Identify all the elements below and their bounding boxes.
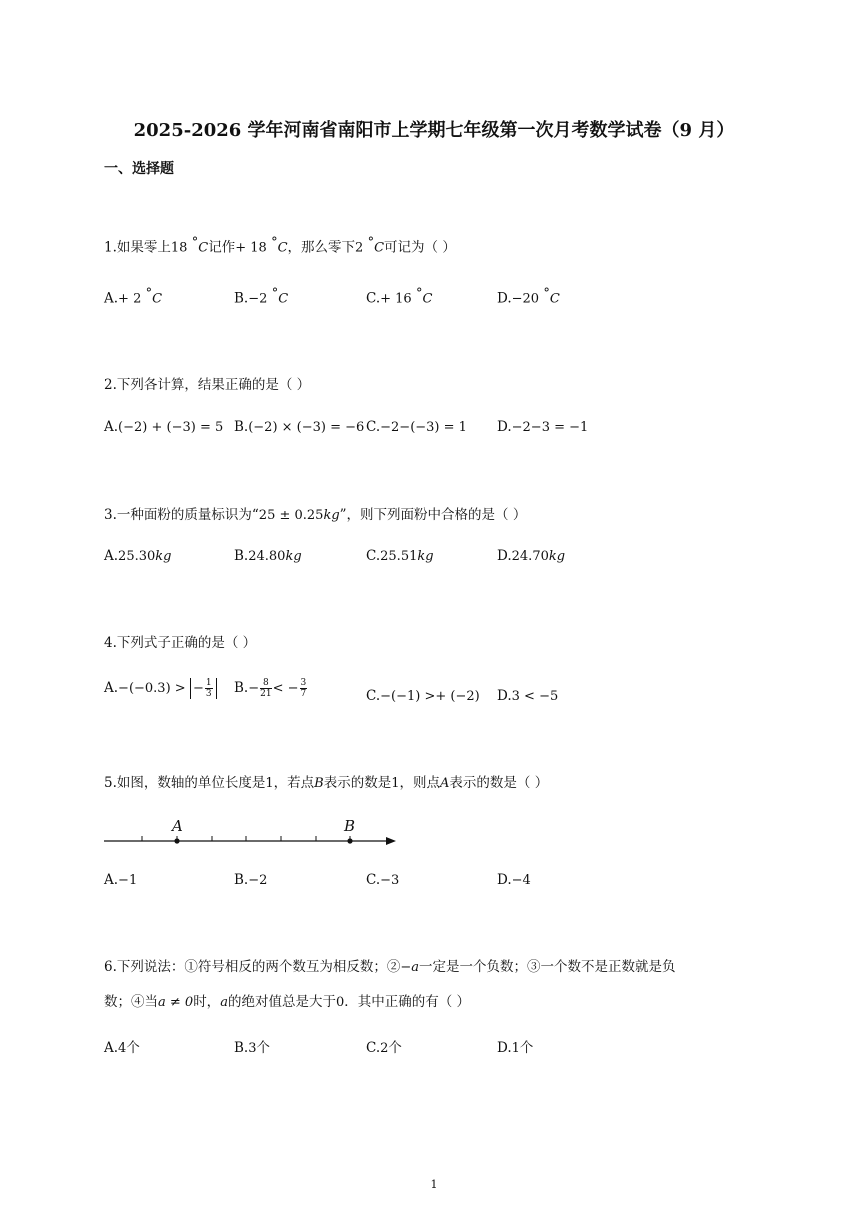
option-value: < − [272,681,299,696]
option-value: 4 [118,1041,127,1056]
option-letter: B. [234,548,249,564]
q6-text: ．其中正确的有（ ） [344,994,471,1010]
q3-option-b[interactable] [234,548,302,564]
point-b-label: B [344,817,356,835]
option-unit: kg [285,549,302,564]
q6-text: 一定是一个负数；③一个数不是正数就是负 [419,959,676,975]
option-value: −4 [511,873,531,888]
q2-option-b[interactable] [234,419,364,435]
number-line [100,814,404,854]
q5-option-c[interactable] [366,872,399,888]
option-value: + 2 [118,291,142,307]
option-value: −3 [380,873,400,888]
q3-option-d[interactable] [497,548,565,564]
q6-text: 6.下列说法：①符号相反的两个数互为相反数；② [104,959,401,975]
option-value: 24.80 [248,549,286,564]
q6-math: a [220,995,228,1010]
absolute-value [190,678,217,699]
option-letter: A. [104,680,119,696]
numerator: 8 [260,678,271,689]
q5-math: 1 [265,776,274,791]
q3-unit: kg [323,508,340,523]
question-4: 4.下列式子正确的是（ ） [104,635,257,651]
option-letter: D. [497,548,512,564]
question-2: 2.下列各计算，结果正确的是（ ） [104,377,311,393]
option-letter: D. [497,872,512,888]
numerator: 1 [205,678,212,688]
q3-text: 3.一种面粉的质量标识为“ [104,507,259,523]
option-unit: C [549,291,560,307]
option-value: 3 < −5 [511,689,559,704]
q3-text: ”，则下列面粉中合格的是（ ） [339,507,527,523]
question-6-line-2 [104,990,470,1010]
option-value: −2 [248,291,268,307]
option-unit: kg [417,549,434,564]
option-value: −2 [248,873,268,888]
option-value: −(−0.3) > [118,681,186,696]
option-letter: B. [234,419,249,435]
q1-text: 1.如果零上 [104,239,171,256]
option-letter: B. [234,1040,249,1056]
option-unit: C [152,291,163,307]
option-letter: C. [366,688,381,704]
option-value: 3 [248,1041,257,1056]
q3-option-c[interactable] [366,548,434,564]
option-value: −1 [118,873,138,888]
q1-unit: C [374,240,385,256]
option-suffix: 个 [388,1040,402,1056]
q5-text: 表示的数是 [323,775,392,791]
option-unit: kg [155,549,172,564]
q6-text: 时， [193,994,221,1010]
q4-option-c[interactable] [366,688,480,704]
q1-text: 可记为（ ） [384,239,456,256]
q6-math: a ≠ 0 [158,995,194,1010]
option-letter: C. [366,290,381,307]
option-letter: C. [366,548,381,564]
fraction [205,678,213,699]
option-letter: A. [104,548,119,564]
fraction [300,678,308,699]
q1-option-d[interactable] [497,286,560,307]
option-letter: C. [366,872,381,888]
option-sign: − [192,681,204,696]
q4-option-a[interactable] [104,678,217,699]
q5-text: 表示的数是（ ） [449,775,549,791]
q5-point: B [314,776,324,791]
point-a-label: A [172,817,183,835]
option-value: + 16 [380,291,412,307]
q6-option-d[interactable] [497,1036,533,1056]
option-letter: B. [234,290,249,307]
option-letter: B. [234,872,249,888]
q1-degree: ° [271,235,278,250]
option-value: 2 [380,1041,389,1056]
q5-math: 1 [391,776,400,791]
option-unit: C [278,291,289,307]
q1-degree: ° [367,235,375,250]
q1-degree: ° [191,235,199,250]
q1-degree: ° [416,286,423,301]
section-heading: 一、选择题 [104,161,174,177]
q5-text: 5.如图，数轴的单位长度是 [104,775,266,791]
q1-math: 18 [170,240,188,256]
denominator: 21 [260,689,272,699]
fraction [260,678,271,699]
option-value: 25.51 [380,549,418,564]
option-unit: C [422,291,433,307]
question-1 [104,233,456,259]
option-letter: D. [497,419,512,435]
q1-unit: C [277,240,288,256]
q5-text: ，则点 [399,775,441,791]
option-sign: − [248,681,260,696]
option-letter: D. [497,290,512,307]
q6-text: 数；④当 [104,994,158,1010]
q6-option-b[interactable] [234,1036,270,1056]
point-b-dot [347,838,352,843]
q2-option-d[interactable] [497,419,588,435]
q6-math: 0 [335,995,345,1010]
q1-math: 2 [355,240,364,256]
q5-option-d[interactable] [497,872,531,888]
question-6-line-1 [104,957,676,978]
denominator: 3 [205,689,212,699]
option-value: 25.30 [118,549,156,564]
option-letter: D. [497,688,512,704]
q5-text: ，若点 [273,775,315,791]
q1-option-a[interactable] [104,286,162,307]
q5-option-a[interactable] [104,872,137,888]
q4-option-d[interactable] [497,688,558,704]
option-suffix: 个 [519,1040,534,1056]
q4-option-b[interactable] [234,678,308,699]
question-3 [104,505,526,526]
q5-point: A [440,776,450,791]
denominator: 7 [300,689,307,699]
q5-option-b[interactable] [234,872,267,888]
q6-text: 的绝对值总是大于 [227,994,336,1010]
q2-option-a[interactable] [104,419,223,435]
option-value: 1 [511,1041,520,1056]
point-a-dot [174,838,179,843]
option-value: 24.70 [511,549,549,564]
option-suffix: 个 [256,1040,270,1056]
option-letter: B. [234,680,249,696]
q2-option-c[interactable] [366,419,467,435]
option-value: −2−3 = −1 [511,420,589,435]
option-letter: A. [104,872,119,888]
option-letter: C. [366,419,381,435]
option-letter: A. [104,290,119,307]
q1-unit: C [198,240,209,256]
numerator: 3 [300,678,307,688]
q6-math: −a [400,960,420,975]
q1-degree: ° [543,286,550,301]
option-unit: kg [548,549,566,564]
option-letter: A. [104,1040,119,1056]
page-title: 2025-2026 学年河南省南阳市上学期七年级第一次月考数学试卷（9 月） [133,120,735,141]
option-value: (−2) × (−3) = −6 [248,420,365,435]
q1-text: ，那么零下 [287,239,356,256]
q1-degree: ° [271,286,279,301]
option-value: (−2) + (−3) = 5 [118,420,224,435]
q3-math: 25 ± 0.25 [258,508,324,523]
q1-math: + 18 [235,240,267,256]
q3-option-a[interactable] [104,548,171,564]
q1-option-b[interactable] [234,286,288,307]
option-letter: A. [104,419,119,435]
q1-degree: ° [145,286,153,301]
axis-arrow [386,837,396,845]
option-value: −20 [511,291,540,307]
q1-option-c[interactable] [366,286,432,307]
question-5 [104,773,548,794]
option-suffix: 个 [126,1040,140,1056]
page-number: 1 [430,1178,438,1191]
option-letter: D. [497,1040,512,1056]
option-letter: C. [366,1040,381,1056]
q6-option-a[interactable] [104,1036,140,1056]
option-value: −(−1) >+ (−2) [380,689,480,704]
q1-text: 记作 [208,239,236,256]
q6-option-c[interactable] [366,1036,402,1056]
option-value: −2−(−3) = 1 [380,420,467,435]
